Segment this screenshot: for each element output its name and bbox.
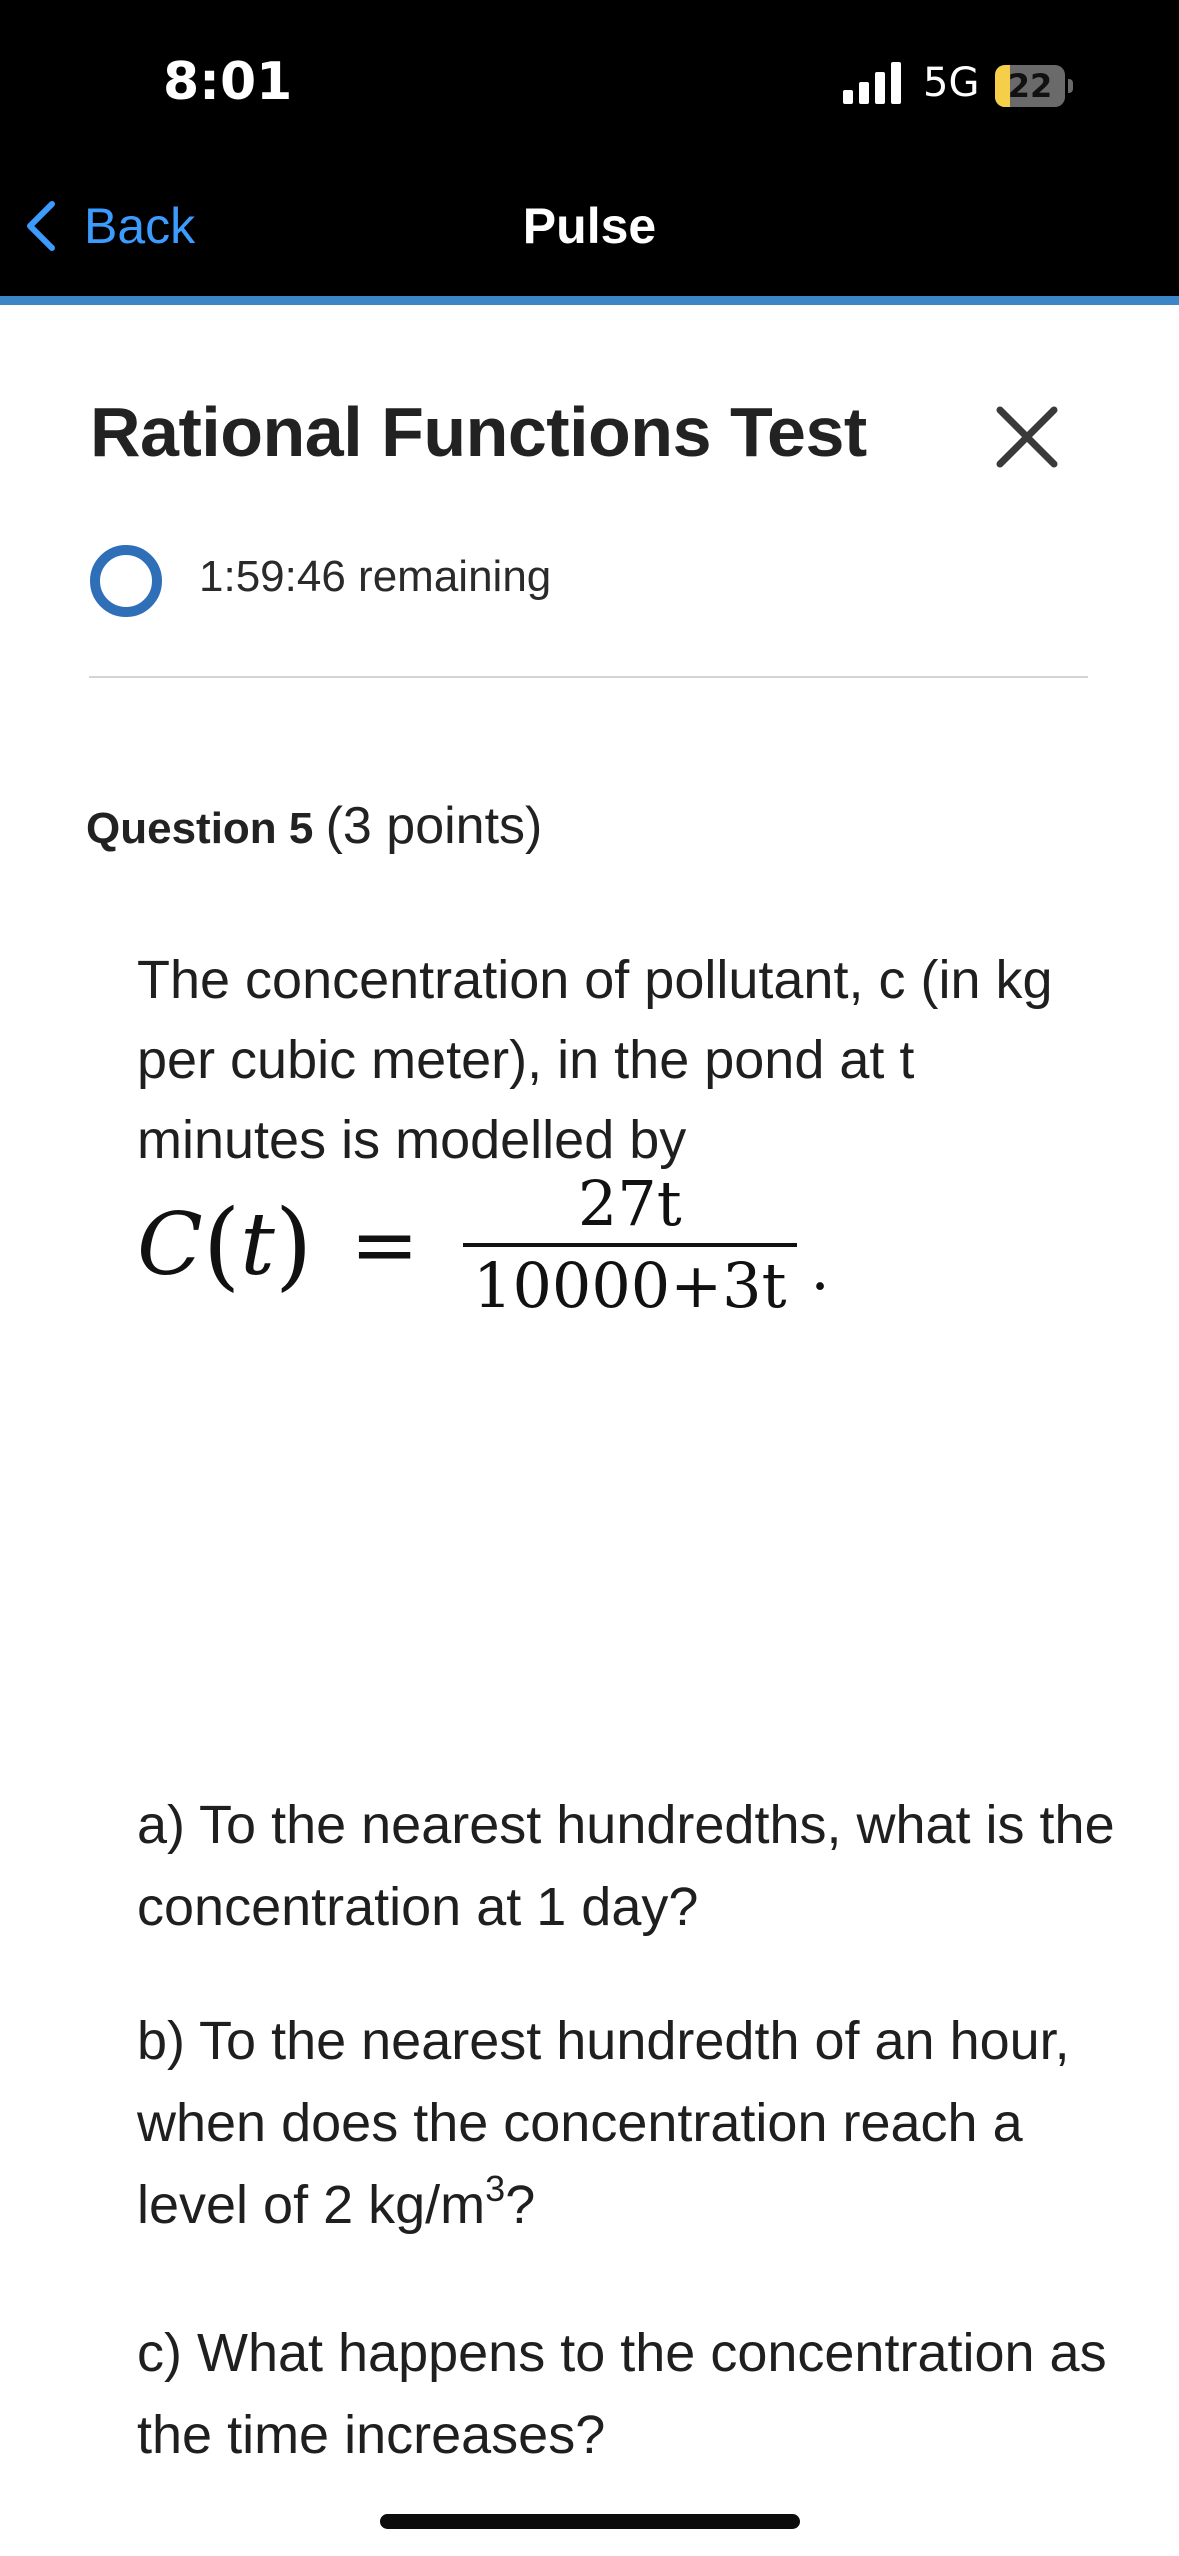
cellular-signal-icon bbox=[843, 60, 903, 104]
section-divider bbox=[89, 676, 1088, 678]
part-b-end: ? bbox=[505, 2175, 536, 2235]
formula-function-name: C bbox=[137, 1195, 203, 1295]
status-time: 8:01 bbox=[163, 52, 293, 112]
top-bar bbox=[0, 0, 1179, 296]
nav-title: Pulse bbox=[522, 198, 657, 254]
question-number: Question 5 bbox=[86, 804, 314, 853]
back-button[interactable] bbox=[24, 198, 195, 254]
back-label: Back bbox=[84, 198, 196, 254]
formula-equals: = bbox=[350, 1197, 419, 1293]
question-part-a: a) To the nearest hundredths, what is the concentration at 1 day? bbox=[137, 1795, 1115, 1937]
formula-variable: t bbox=[240, 1195, 275, 1295]
question-heading bbox=[86, 796, 542, 856]
formula: C ( t ) = $\frac{27t}{10000+3t}$ . bbox=[137, 1167, 830, 1322]
accent-divider bbox=[0, 296, 1179, 305]
chevron-left-icon bbox=[24, 198, 58, 254]
formula-denominator: 10000+3t bbox=[463, 1243, 797, 1321]
battery-icon bbox=[995, 65, 1075, 107]
battery-level: 22 bbox=[1007, 67, 1053, 105]
part-b-text: b) To the nearest hundredth of an hour, when does the concentration reach a level of 2 kg/m bbox=[137, 2011, 1070, 2235]
formula-numerator: 27t bbox=[577, 1167, 682, 1240]
network-type: 5G bbox=[923, 60, 980, 106]
home-indicator[interactable] bbox=[380, 2514, 800, 2529]
time-remaining-value: 1:59:46 bbox=[199, 552, 346, 601]
question-part-b bbox=[137, 2000, 1117, 2252]
question-points: (3 points) bbox=[325, 797, 543, 855]
question-part-c: c) What happens to the concentration as the time increases? bbox=[137, 2323, 1107, 2465]
question-prompt: The concentration of pollutant, c (in kg per cubic meter), in the pond at t minutes is modelled by bbox=[137, 950, 1053, 1170]
time-remaining-suffix: remaining bbox=[358, 552, 552, 601]
timer-circle-icon bbox=[88, 543, 164, 619]
close-icon[interactable] bbox=[992, 402, 1062, 472]
time-remaining bbox=[199, 552, 551, 602]
formula-fraction bbox=[463, 1169, 797, 1321]
formula-end: . bbox=[810, 1234, 830, 1304]
page-title: Rational Functions Test bbox=[90, 393, 867, 471]
part-b-exponent: 3 bbox=[485, 2168, 506, 2209]
